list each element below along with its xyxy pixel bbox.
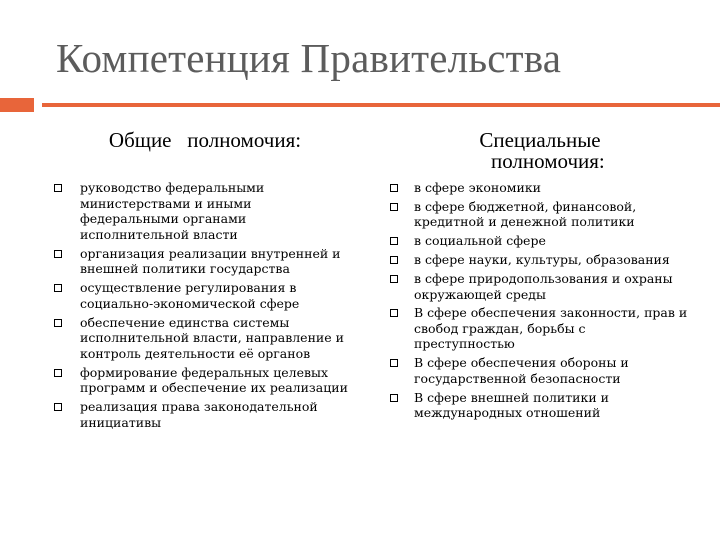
square-bullet-icon: [54, 319, 62, 327]
special-powers-list: [388, 180, 688, 424]
list-item-text: в социальной сфере: [414, 233, 546, 249]
list-item: [388, 252, 688, 268]
list-item: [52, 280, 352, 311]
square-bullet-icon: [390, 203, 398, 211]
accent-bar-gap: [34, 98, 42, 112]
list-item: [388, 305, 688, 352]
list-item: [388, 390, 688, 421]
square-bullet-icon: [54, 284, 62, 292]
square-bullet-icon: [390, 359, 398, 367]
square-bullet-icon: [54, 403, 62, 411]
list-item: [52, 399, 352, 430]
list-item: [52, 246, 352, 277]
square-bullet-icon: [390, 184, 398, 192]
list-item-text: реализация права законодательной инициативы: [80, 399, 318, 430]
list-item-text: обеспечение единства системы исполнительной власти, направление и контроль деятельности её органов: [80, 314, 344, 361]
list-item-text: осуществление регулирования в социально-экономической сфере: [80, 280, 300, 311]
special-powers-heading: Специальные полномочия:: [479, 128, 605, 173]
list-item-text: руководство федеральными министерствами и иными федеральными органами исполнительной власти: [80, 180, 265, 242]
list-item-text: В сфере внешней политики и международных отношений: [414, 389, 609, 421]
square-bullet-icon: [390, 309, 398, 317]
list-item-text: в сфере науки, культуры, образования: [414, 252, 670, 268]
square-bullet-icon: [54, 369, 62, 377]
list-item-text: в сфере природопользования и охраны окружающей среды: [414, 271, 673, 302]
square-bullet-icon: [390, 275, 398, 283]
square-bullet-icon: [54, 250, 62, 258]
list-item-text: В сфере обеспечения обороны и государственной безопасности: [414, 355, 629, 386]
list-item: [388, 199, 688, 230]
square-bullet-icon: [390, 256, 398, 264]
list-item-text: организация реализации внутренней и внешней политики государства: [80, 245, 341, 277]
list-item: [388, 271, 688, 302]
square-bullet-icon: [390, 394, 398, 402]
list-item: [388, 233, 688, 249]
list-item-text: В сфере обеспечения законности, прав и свобод граждан, борьбы с преступностью: [414, 305, 688, 352]
list-item: [388, 355, 688, 386]
accent-bar-block: [0, 98, 34, 112]
list-item-text: в сфере экономики: [414, 180, 541, 195]
list-item: [52, 180, 352, 242]
list-item: [52, 315, 352, 362]
general-powers-list: [52, 180, 352, 434]
list-item: [388, 180, 688, 196]
square-bullet-icon: [390, 237, 398, 245]
slide-title: Компетенция Правительства: [56, 35, 562, 81]
accent-bar-line: [42, 103, 720, 107]
list-item-text: формирование федеральных целевых программ и обеспечение их реализации: [80, 364, 348, 396]
list-item-text: в сфере бюджетной, финансовой, кредитной и денежной политики: [414, 198, 637, 230]
list-item: [52, 365, 352, 396]
square-bullet-icon: [54, 184, 62, 192]
general-powers-heading: Общие полномочия:: [108, 128, 302, 152]
